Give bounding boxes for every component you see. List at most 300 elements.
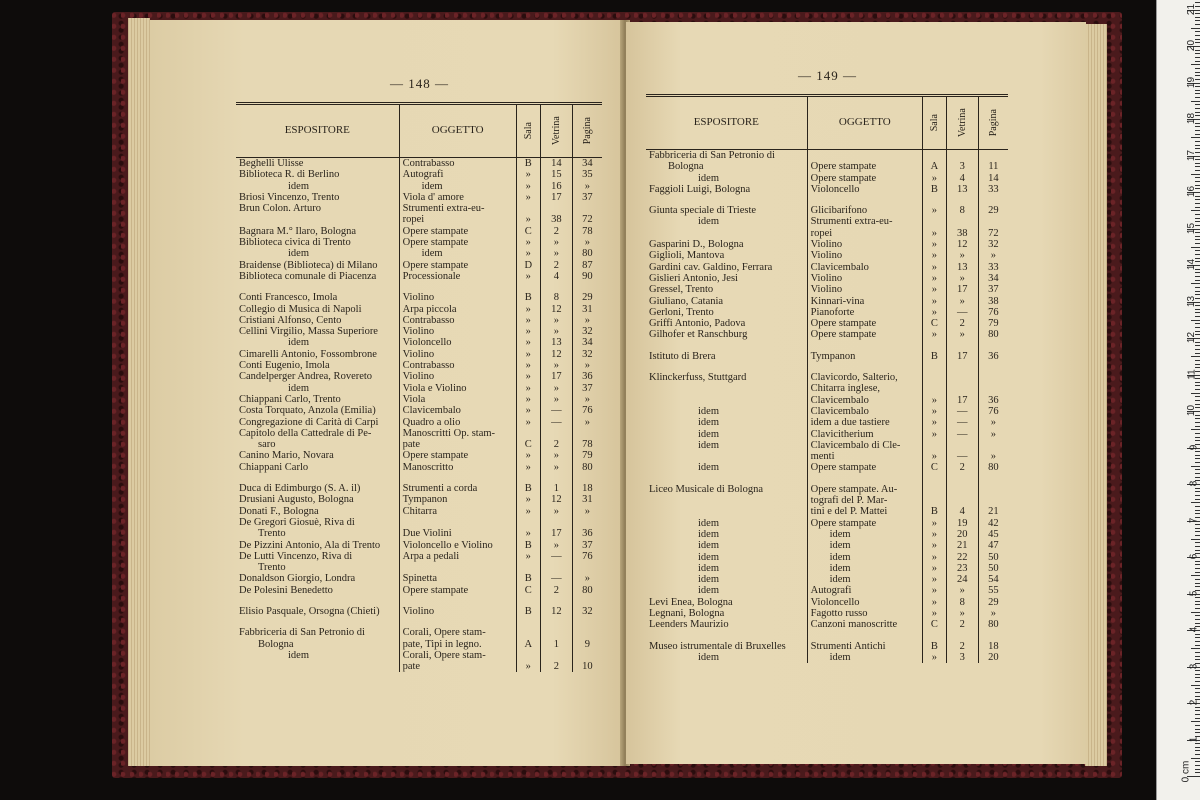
ruler-tick — [1195, 276, 1200, 277]
table-row — [646, 195, 1008, 205]
cell-object — [399, 473, 516, 483]
cell-object: Clavicembalo — [807, 262, 922, 273]
cell-object: idem — [807, 652, 922, 663]
cell-sala: B — [922, 506, 946, 517]
cell-pagina: 37 — [978, 284, 1008, 295]
ruler-tick — [1195, 353, 1200, 354]
cell-sala — [922, 341, 946, 351]
ruler-tick — [1195, 608, 1200, 609]
cell-sala: » — [516, 271, 540, 282]
cell-object: idem — [399, 181, 516, 192]
table-row — [646, 631, 1008, 641]
cell-pagina — [572, 473, 602, 483]
ruler-tick — [1195, 90, 1200, 91]
cell-vetrina: 8 — [946, 205, 978, 216]
cell-object — [399, 617, 516, 627]
cell-vetrina — [946, 372, 978, 383]
cell-sala — [516, 617, 540, 627]
ruler-tick — [1195, 451, 1200, 452]
cell-pagina: 31 — [572, 494, 602, 505]
ruler-tick — [1195, 473, 1200, 474]
cell-pagina — [978, 495, 1008, 506]
cell-expositor: Gislieri Antonio, Jesi — [649, 272, 738, 284]
table-row — [236, 606, 602, 617]
table-row — [646, 372, 1008, 383]
cell-expositor: Conti Eugenio, Imola — [239, 360, 330, 372]
ruler-label: 3 — [1188, 663, 1200, 669]
cell-pagina: » — [572, 506, 602, 517]
cell-object: Clavicembalo di Cle- — [807, 440, 922, 451]
cell-object: Corali, Opere stam- — [399, 650, 516, 661]
cell-vetrina: — — [540, 551, 572, 562]
cell-sala: » — [922, 329, 946, 340]
cell-vetrina — [946, 495, 978, 506]
cell-expositor — [236, 473, 399, 483]
cell-object — [399, 282, 516, 292]
cell-vetrina — [540, 596, 572, 606]
cell-pagina: 76 — [978, 307, 1008, 318]
table-row — [646, 462, 1008, 473]
ruler-label: 8 — [1188, 480, 1200, 487]
table-row — [646, 341, 1008, 351]
cell-pagina: 10 — [572, 661, 602, 672]
cell-object — [399, 517, 516, 528]
cell-object: ropei — [807, 228, 922, 239]
page-edges-left — [128, 18, 150, 766]
cell-sala — [922, 216, 946, 227]
cell-vetrina: » — [540, 506, 572, 517]
cell-pagina: 32 — [572, 326, 602, 337]
cell-vetrina: 3 — [946, 652, 978, 663]
ruler-tick — [1195, 57, 1200, 58]
cell-expositor — [646, 341, 807, 351]
cell-expositor: idem — [698, 562, 719, 574]
header-expositor: ESPOSITORE — [236, 104, 399, 158]
cell-pagina: 80 — [572, 585, 602, 596]
table-row — [646, 383, 1008, 394]
cell-vetrina: 21 — [946, 540, 978, 551]
table-row — [646, 484, 1008, 495]
cell-sala: » — [516, 326, 540, 337]
cell-pagina: 33 — [978, 262, 1008, 273]
table-row — [236, 627, 602, 638]
ruler-tick — [1195, 710, 1200, 711]
cell-sala — [516, 596, 540, 606]
cell-pagina — [978, 474, 1008, 484]
ruler-label: 18 — [1185, 112, 1197, 125]
expositor-table — [236, 102, 602, 672]
table-row — [236, 551, 602, 562]
cell-vetrina: 8 — [540, 292, 572, 303]
ruler-tick — [1195, 426, 1200, 427]
cell-expositor: Giglioli, Mantova — [649, 250, 725, 262]
ruler-tick — [1195, 166, 1200, 167]
ruler-tick — [1195, 488, 1200, 489]
cell-pagina — [978, 383, 1008, 394]
ruler-tick — [1195, 769, 1200, 770]
cell-expositor: idem — [698, 551, 719, 563]
ruler-tick — [1195, 141, 1200, 142]
cell-vetrina: 16 — [540, 181, 572, 192]
cell-pagina — [978, 362, 1008, 372]
ruler-tick — [1195, 761, 1200, 762]
cell-pagina: 80 — [978, 619, 1008, 630]
ruler-tick — [1195, 422, 1200, 423]
cell-object: Contrabasso — [399, 360, 516, 371]
ruler-tick — [1195, 396, 1200, 397]
right-page — [626, 22, 1086, 764]
cell-sala: » — [922, 284, 946, 295]
ruler-tick — [1195, 203, 1200, 204]
cell-object: Clavicordo, Salterio, — [807, 372, 922, 383]
cell-vetrina: » — [540, 315, 572, 326]
ruler-tick — [1191, 758, 1200, 759]
ruler-tick — [1195, 561, 1200, 562]
cell-expositor: Elisio Pasquale, Orsogna (Chieti) — [239, 605, 380, 617]
cell-sala — [516, 517, 540, 528]
ruler-tick — [1195, 743, 1200, 744]
ruler-tick — [1195, 469, 1200, 470]
cell-vetrina: 4 — [946, 173, 978, 184]
cell-sala: D — [516, 260, 540, 271]
table-row — [646, 284, 1008, 295]
page-number: — 148 — — [390, 76, 449, 91]
table-row — [236, 417, 602, 428]
ruler-tick — [1195, 572, 1200, 573]
cell-sala: » — [922, 429, 946, 440]
cell-pagina — [978, 440, 1008, 451]
ruler-tick — [1195, 579, 1200, 580]
ruler-tick — [1195, 513, 1200, 514]
cell-vetrina — [946, 383, 978, 394]
cell-object: pate — [399, 439, 516, 450]
cell-expositor: Gressel, Trento — [649, 284, 714, 296]
cell-pagina — [572, 562, 602, 573]
ruler-tick — [1195, 364, 1200, 365]
ruler-tick — [1195, 97, 1200, 98]
cell-expositor: Bologna — [668, 161, 704, 173]
cell-sala: » — [922, 518, 946, 529]
ruler-tick — [1195, 323, 1200, 324]
cell-vetrina: 22 — [946, 552, 978, 563]
cell-expositor: Bologna — [258, 638, 294, 650]
ruler-tick — [1195, 645, 1200, 646]
cell-object: Opere stampate — [399, 237, 516, 248]
cell-vetrina: 2 — [946, 318, 978, 329]
cell-object: Viola — [399, 394, 516, 405]
table-row — [646, 585, 1008, 596]
ruler-tick — [1195, 291, 1200, 292]
cell-object: Opere stampate — [807, 518, 922, 529]
ruler-label: 20 — [1185, 39, 1197, 52]
ruler-tick — [1195, 714, 1200, 715]
ruler-tick — [1195, 31, 1200, 32]
cell-sala: C — [922, 318, 946, 329]
table-row — [646, 184, 1008, 195]
cell-pagina — [572, 517, 602, 528]
cell-object — [399, 562, 516, 573]
cell-object — [807, 631, 922, 641]
cell-expositor: Trento — [258, 528, 286, 540]
table-row — [646, 540, 1008, 551]
table-row — [646, 173, 1008, 184]
header-vetrina: Vetrina — [540, 104, 572, 158]
cell-sala: » — [922, 529, 946, 540]
cell-sala: C — [516, 585, 540, 596]
cell-object: Due Violini — [399, 528, 516, 539]
cell-pagina: 36 — [978, 351, 1008, 362]
ruler-tick — [1195, 360, 1200, 361]
table-row — [236, 494, 602, 505]
cell-expositor: Chiappani Carlo, Trento — [239, 393, 341, 405]
cell-expositor: Trento — [258, 562, 286, 574]
cell-sala: » — [516, 304, 540, 315]
cell-expositor: Donaldson Giorgio, Londra — [239, 573, 356, 585]
cell-vetrina — [540, 428, 572, 439]
table-row — [236, 226, 602, 237]
cell-expositor: idem — [698, 405, 719, 417]
cell-expositor: Fabbriceria di San Petronio di — [239, 627, 365, 639]
table-row — [236, 528, 602, 539]
table-row — [236, 271, 602, 282]
cell-sala — [922, 631, 946, 641]
cell-object: idem — [807, 563, 922, 574]
table-row — [646, 474, 1008, 484]
table-row — [646, 329, 1008, 340]
cell-pagina — [572, 596, 602, 606]
cell-pagina — [572, 282, 602, 292]
cell-pagina: 33 — [978, 184, 1008, 195]
cell-pagina: 36 — [572, 528, 602, 539]
cell-object: idem — [807, 540, 922, 551]
ruler-tick — [1195, 177, 1200, 178]
ruler-tick — [1195, 564, 1200, 565]
ruler-tick — [1191, 648, 1200, 649]
ruler-tick — [1195, 170, 1200, 171]
cell-pagina: 34 — [572, 158, 602, 170]
cell-object: Autografi — [807, 585, 922, 596]
ruler-label: 4 — [1188, 626, 1200, 633]
cell-vetrina: — — [946, 429, 978, 440]
cell-vetrina: 14 — [540, 158, 572, 170]
ruler-tick — [1195, 641, 1200, 642]
cell-vetrina: » — [540, 462, 572, 473]
cell-object: pate, Tipi in legno. — [399, 639, 516, 650]
cell-expositor: Klinckerfuss, Stuttgard — [649, 372, 747, 384]
cell-sala: » — [922, 262, 946, 273]
cell-vetrina: 2 — [540, 585, 572, 596]
cell-pagina: » — [572, 315, 602, 326]
cell-expositor — [236, 661, 399, 672]
cell-sala: C — [516, 439, 540, 450]
cell-vetrina — [540, 562, 572, 573]
cell-sala: C — [516, 226, 540, 237]
cell-pagina: 79 — [572, 450, 602, 461]
cell-expositor: idem — [288, 248, 309, 260]
cell-expositor — [646, 228, 807, 239]
cell-vetrina: 2 — [540, 260, 572, 271]
table-row — [236, 260, 602, 271]
ruler-tick — [1195, 692, 1200, 693]
ruler-tick — [1195, 68, 1200, 69]
ruler-tick — [1195, 126, 1200, 127]
cell-object: Violino — [807, 273, 922, 284]
cell-sala: B — [516, 483, 540, 494]
header-pagina: Pagina — [572, 104, 602, 158]
cell-sala — [516, 562, 540, 573]
cell-pagina — [978, 341, 1008, 351]
cell-pagina: 32 — [572, 349, 602, 360]
cell-vetrina — [540, 650, 572, 661]
table-body — [236, 158, 602, 673]
cell-object: Manoscritto — [399, 462, 516, 473]
ruler-tick — [1195, 725, 1200, 726]
cell-pagina — [572, 617, 602, 627]
table-row — [236, 617, 602, 627]
cell-expositor: Braidense (Biblioteca) di Milano — [239, 259, 378, 271]
cell-sala: C — [922, 619, 946, 630]
ruler-tick — [1195, 542, 1200, 543]
ruler-tick — [1195, 145, 1200, 146]
header-vetrina: Vetrina — [946, 96, 978, 150]
cell-sala: » — [516, 417, 540, 428]
cell-expositor: idem — [698, 428, 719, 440]
cell-vetrina: 2 — [540, 226, 572, 237]
cell-sala: » — [922, 395, 946, 406]
left-page — [150, 20, 624, 766]
cell-expositor: Brun Colon. Arturo — [239, 203, 321, 215]
table-row — [646, 239, 1008, 250]
cell-object: Corali, Opere stam- — [399, 627, 516, 638]
ruler-tick — [1195, 586, 1200, 587]
cell-vetrina: — — [946, 451, 978, 462]
cell-expositor: De Gregori Giosuè, Riva di — [239, 516, 355, 528]
cell-sala — [922, 474, 946, 484]
cell-object: Violoncello — [399, 337, 516, 348]
ruler-tick — [1195, 670, 1200, 671]
cell-expositor: Liceo Musicale di Bologna — [649, 483, 764, 495]
cell-expositor: De Lutti Vincenzo, Riva di — [239, 550, 353, 562]
cell-pagina: 80 — [978, 462, 1008, 473]
cell-object: Violino — [399, 606, 516, 617]
table-row — [236, 462, 602, 473]
table-row — [236, 282, 602, 292]
cell-object — [399, 596, 516, 606]
header-pagina: Pagina — [978, 96, 1008, 150]
table-row — [236, 562, 602, 573]
ruler-tick — [1195, 604, 1200, 605]
cell-pagina: 72 — [572, 214, 602, 225]
cell-vetrina: » — [946, 329, 978, 340]
cell-object — [807, 362, 922, 372]
table-row — [236, 506, 602, 517]
cell-vetrina: 12 — [946, 239, 978, 250]
cell-sala: » — [922, 205, 946, 216]
cell-sala: » — [516, 394, 540, 405]
cell-pagina: 35 — [572, 169, 602, 180]
ruler-tick — [1195, 619, 1200, 620]
table-row — [646, 395, 1008, 406]
ruler-label: 11 — [1186, 368, 1198, 380]
cell-object: Strumenti extra-eu- — [399, 203, 516, 214]
cell-object — [807, 474, 922, 484]
cell-object — [807, 150, 922, 162]
cell-vetrina: 12 — [540, 606, 572, 617]
cell-vetrina: 23 — [946, 563, 978, 574]
cell-object: Pianoforte — [807, 307, 922, 318]
cell-object: Opere stampate — [807, 161, 922, 172]
table-row — [646, 652, 1008, 663]
cell-pagina: 54 — [978, 574, 1008, 585]
ruler-tick — [1191, 137, 1200, 138]
ruler-tick — [1195, 750, 1200, 751]
cell-object: Autografi — [399, 169, 516, 180]
cell-expositor: Legnani, Bologna — [649, 607, 725, 619]
cell-expositor — [646, 195, 807, 205]
cell-sala: » — [922, 296, 946, 307]
cell-sala: » — [922, 585, 946, 596]
cell-vetrina: » — [946, 585, 978, 596]
table-row — [646, 205, 1008, 216]
table-row — [236, 439, 602, 450]
ruler-tick — [1191, 174, 1200, 175]
ruler-tick — [1195, 623, 1200, 624]
cell-pagina: 11 — [978, 161, 1008, 172]
ruler-tick — [1195, 130, 1200, 131]
table-row — [646, 417, 1008, 428]
table-row — [236, 371, 602, 382]
ruler-tick — [1195, 312, 1200, 313]
ruler-tick — [1191, 393, 1200, 394]
cell-vetrina — [540, 473, 572, 483]
ruler-tick — [1195, 433, 1200, 434]
cell-object: Violino — [399, 326, 516, 337]
table-row — [236, 248, 602, 259]
ruler-tick — [1191, 502, 1200, 503]
table-row — [236, 383, 602, 394]
cell-expositor: Congregazione di Carità di Carpi — [239, 416, 379, 428]
cell-sala: » — [922, 406, 946, 417]
cell-vetrina: 13 — [540, 337, 572, 348]
cell-sala: » — [922, 239, 946, 250]
ruler-label: 13 — [1185, 295, 1197, 307]
ruler-tick — [1195, 24, 1200, 25]
ruler-tick — [1195, 615, 1200, 616]
ruler-tick — [1195, 681, 1200, 682]
ruler-tick — [1195, 181, 1200, 182]
cell-pagina: 76 — [572, 405, 602, 416]
cell-pagina — [978, 216, 1008, 227]
cell-pagina: 80 — [572, 462, 602, 473]
cell-sala: » — [922, 652, 946, 663]
ruler-tick — [1195, 491, 1200, 492]
cell-pagina: 36 — [572, 371, 602, 382]
cell-expositor: Leenders Maurizio — [649, 619, 729, 631]
ruler-label: 14 — [1185, 258, 1197, 271]
cell-expositor: Bagnara M.° Ilaro, Bologna — [239, 225, 357, 237]
cell-expositor — [236, 596, 399, 606]
ruler-tick — [1195, 524, 1200, 525]
table-row — [236, 192, 602, 203]
ruler-tick — [1195, 243, 1200, 244]
ruler-tick — [1195, 93, 1200, 94]
cell-expositor: Candelperger Andrea, Rovereto — [239, 371, 373, 383]
cell-vetrina: — — [946, 417, 978, 428]
cell-vetrina: » — [540, 237, 572, 248]
table-row — [236, 639, 602, 650]
cell-vetrina: 2 — [946, 462, 978, 473]
cell-expositor: Gasparini D., Bologna — [649, 239, 744, 251]
